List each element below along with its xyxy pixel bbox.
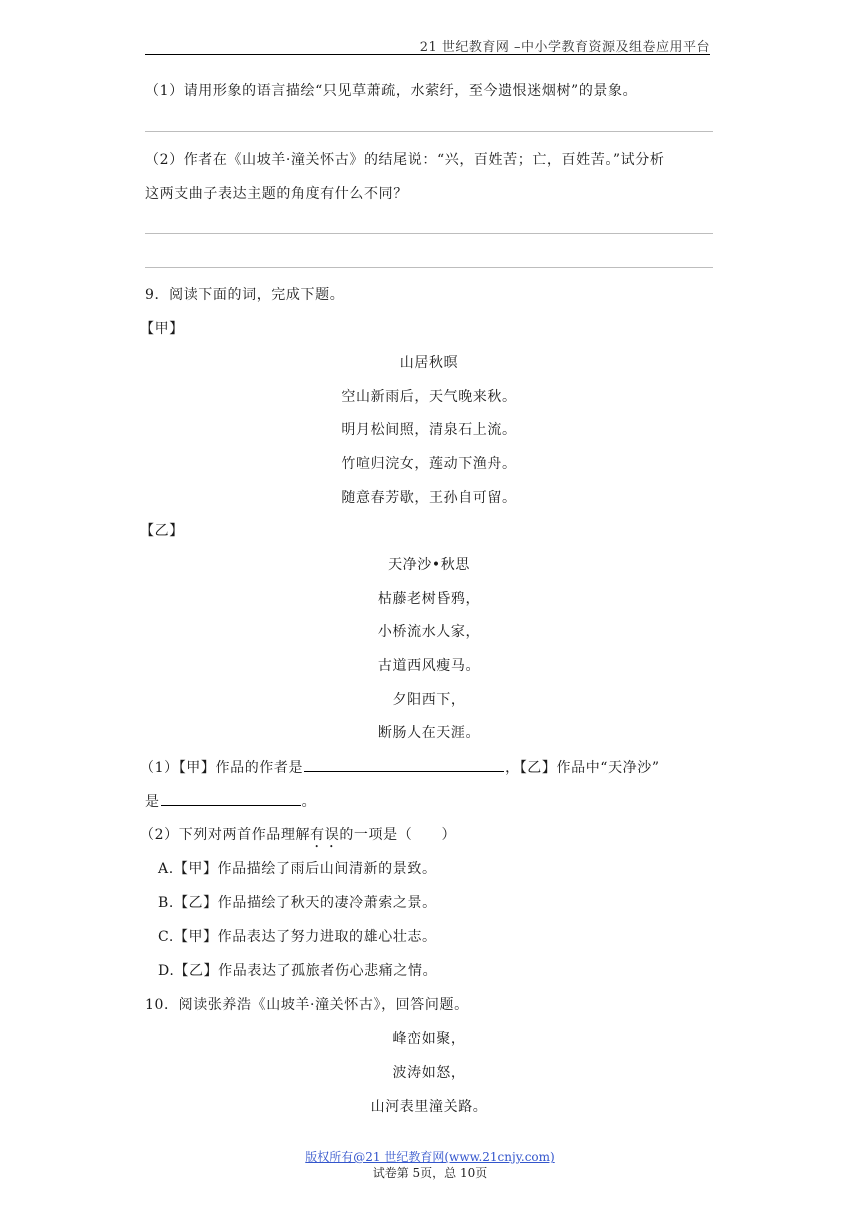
- q10-poem-line: 山河表里潼关路。: [370, 1099, 488, 1115]
- header-rule: [145, 54, 710, 55]
- q10-intro: 10．阅读张养浩《山坡羊·潼关怀古》，回答问题。: [145, 997, 469, 1013]
- q8-sub2-line1: （2）作者在《山坡羊·潼关怀古》的结尾说：“兴，百姓苦；亡，百姓苦。”试分析: [145, 152, 665, 168]
- poem-yi-line: 断肠人在天涯。: [377, 725, 481, 741]
- q9-sub1-line2: [145, 791, 316, 812]
- q10-poem-line: 波涛如怒，: [392, 1065, 466, 1081]
- q9-yi-label: 【乙】: [140, 523, 184, 539]
- poem-yi-title: 天净沙•秋思: [388, 557, 470, 573]
- option-d[interactable]: D.【乙】作品表达了孤旅者伤心悲痛之情。: [158, 963, 438, 979]
- poem-yi-line: 夕阳西下，: [392, 692, 466, 708]
- option-b[interactable]: B.【乙】作品描绘了秋天的凄冷萧索之景。: [158, 895, 437, 911]
- q9-sub1-text-d: 。: [301, 794, 317, 810]
- page-number: 试卷第 5页，总 10页: [372, 1166, 488, 1180]
- q8-answer-line-2: [145, 233, 713, 234]
- option-a[interactable]: A.【甲】作品描绘了雨后山间清新的景致。: [158, 861, 437, 877]
- q8-answer-line-3: [145, 267, 713, 268]
- tianjingsha-blank[interactable]: [161, 791, 301, 806]
- q8-sub2-line2: 这两支曲子表达主题的角度有什么不同？: [145, 186, 408, 202]
- q9-sub1-text-c: 是: [145, 794, 160, 810]
- q9-sub1-text-b: ，【乙】作品中“天净沙”: [505, 760, 660, 776]
- poem-yi-line: 小桥流水人家，: [377, 624, 481, 640]
- poem-jia-line: 随意春芳歇，王孙自可留。: [341, 490, 517, 506]
- q10-poem-line: 峰峦如聚，: [392, 1031, 466, 1047]
- q9-sub2: [140, 825, 456, 851]
- q8-answer-line-1: [145, 131, 713, 132]
- poem-jia-title: 山居秋暝: [399, 355, 459, 371]
- poem-jia-line: 空山新雨后，天气晚来秋。: [341, 389, 517, 405]
- poem-jia-line: 明月松间照，清泉石上流。: [341, 422, 517, 438]
- q8-sub1: （1）请用形象的语言描绘“只见草萧疏，水萦纡，至今遗恨迷烟树”的景象。: [145, 83, 638, 99]
- q9-sub1-line1: [140, 757, 660, 778]
- poem-yi-line: 古道西风瘦马。: [377, 658, 481, 674]
- q9-sub2-text-a: （2）下列对两首作品理解: [140, 827, 311, 843]
- option-c[interactable]: C.【甲】作品表达了努力进取的雄心壮志。: [158, 929, 437, 945]
- q9-sub2-text-b: 的一项是（ ）: [339, 827, 457, 843]
- q9-sub1-text-a: （1）【甲】作品的作者是: [140, 760, 304, 776]
- q9-jia-label: 【甲】: [140, 321, 184, 337]
- q9-intro: 9．阅读下面的词，完成下题。: [145, 287, 345, 303]
- copyright-link[interactable]: 版权所有@21 世纪教育网(www.21cnjy.com): [305, 1150, 555, 1164]
- poem-yi-line: 枯藤老树昏鸦，: [377, 591, 481, 607]
- poem-jia-line: 竹喧归浣女，莲动下渔舟。: [341, 456, 517, 472]
- author-blank[interactable]: [304, 757, 504, 772]
- emphasis-text: 有误: [310, 827, 340, 843]
- page-header: 21 世纪教育网 –中小学教育资源及组卷应用平台: [419, 40, 710, 55]
